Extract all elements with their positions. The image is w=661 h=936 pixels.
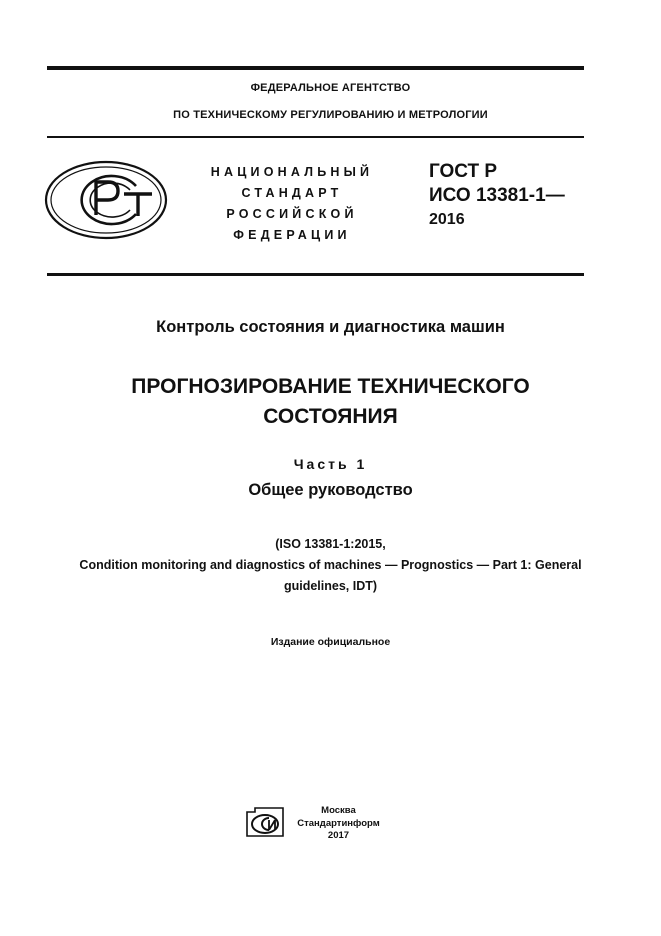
agency-line-1: ФЕДЕРАЛЬНОЕ АГЕНТСТВО [250, 82, 411, 94]
designation-line-2: ИСО 13381-1— [429, 185, 565, 206]
header-rule [47, 273, 584, 276]
standard-type-line-1: НАЦИОНАЛЬНЫЙ [210, 165, 374, 179]
top-rule [47, 66, 584, 70]
publisher-name: Стандартинформ [297, 817, 380, 829]
document-title-line-1: ПРОГНОЗИРОВАНИЕ ТЕХНИЧЕСКОГО [131, 375, 530, 398]
publisher-city: Москва [321, 805, 356, 816]
publisher-block [291, 805, 386, 843]
original-standard-line-2: Condition monitoring and diagnostics of machines — Prognostics — Part 1: General [79, 558, 582, 572]
standard-type-line-4: ФЕДЕРАЦИИ [233, 228, 351, 242]
document-title-line-2: СОСТОЯНИЯ [263, 405, 398, 428]
part-label: Часть 1 [293, 456, 368, 472]
rst-emblem-icon [44, 160, 168, 240]
part-title: Общее руководство [248, 481, 413, 499]
standard-type-line-3: РОССИЙСКОЙ [226, 207, 358, 221]
standartinform-logo-icon [245, 806, 285, 838]
designation-line-3: 2016 [429, 211, 465, 228]
edition-note: Издание официальное [270, 636, 391, 648]
original-standard-line-1: (ISO 13381-1:2015, [275, 537, 386, 551]
publisher-year: 2017 [327, 830, 350, 841]
document-subtitle: Контроль состояния и диагностика машин [156, 318, 505, 336]
agency-rule [47, 136, 584, 138]
standard-type-line-2: СТАНДАРТ [241, 186, 343, 200]
designation-line-1: ГОСТ Р [429, 161, 498, 182]
original-standard-line-3: guidelines, IDT) [283, 579, 378, 593]
agency-line-2: ПО ТЕХНИЧЕСКОМУ РЕГУЛИРОВАНИЮ И МЕТРОЛОГИИ [173, 109, 488, 121]
